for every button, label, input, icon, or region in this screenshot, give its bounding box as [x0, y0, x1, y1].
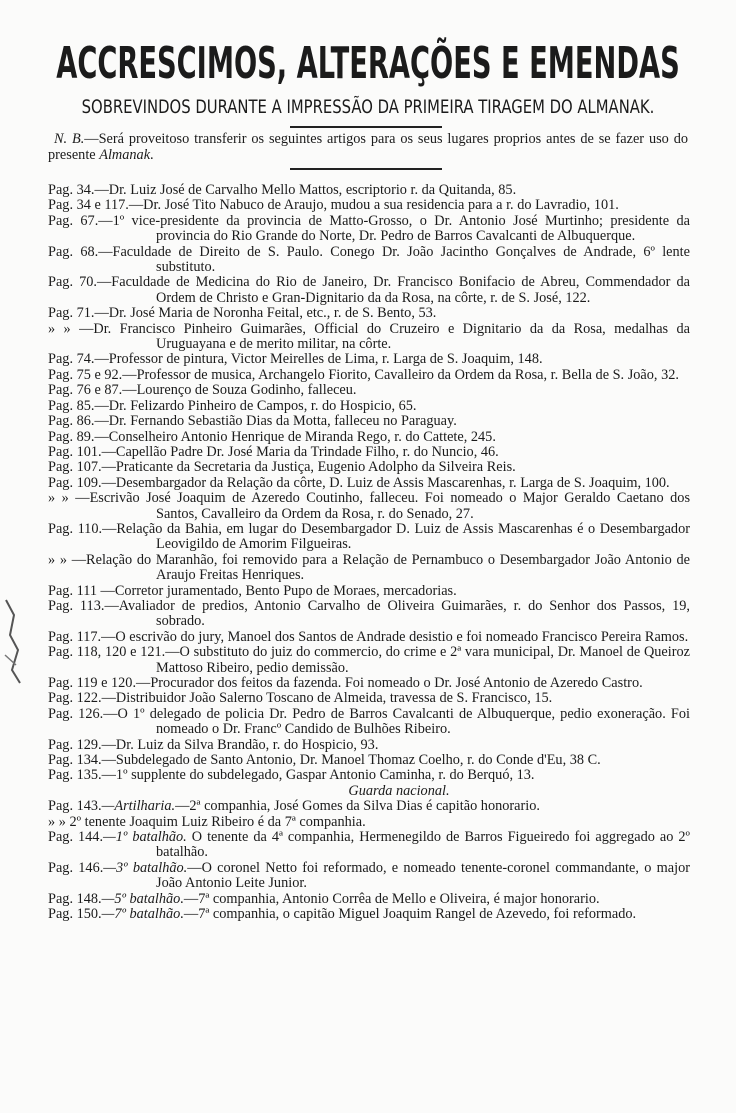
entry-section: —3º batalhão. [103, 859, 188, 876]
entry-item [48, 460, 690, 475]
entry-text: —Relação do Maranhão, foi removido para a Relação de Pernambuco o Desembargador João Antonio de Araujo Freitas Henriques. [67, 551, 690, 584]
entry-item [48, 707, 690, 738]
entry-text: —Dr. Luiz José de Carvalho Mello Mattos, escriptorio r. da Quitanda, 85. [94, 182, 517, 198]
entry-page-ref: Pag. 75 e 92. [48, 366, 123, 383]
entry-text: —Escrivão José Joaquim de Azeredo Coutinho, falleceu. Foi nomeado o Major Geraldo Caetano dos Santos, Cavalleiro da Ordem da Rosa, r. do Senado, 27. [68, 490, 691, 522]
entry-page-ref: Pag. 150. [48, 906, 102, 923]
entry-text: —Subdelegado de Santo Antonio, Dr. Manoel Thomaz Coelho, r. do Conde d'Eu, 38 C. [101, 752, 601, 769]
entry-text: —Dr. Francisco Pinheiro Guimarães, Official do Cruzeiro e Dignitario da da Rosa, medalhas da Uruguayana e de merito militar, na côrte. [70, 320, 690, 353]
entry-page-ref: Pag. 86. [48, 413, 95, 430]
entry-section: —Artilharia. [101, 798, 176, 815]
section-heading: Guarda nacional. [348, 782, 450, 799]
note-italic: Almanak [99, 146, 151, 163]
entry-text: —Dr. Luiz da Silva Brandão, r. do Hospicio, 93. [101, 736, 379, 753]
entry-text: —Lourenço de Souza Godinho, falleceu. [122, 382, 357, 399]
entry-page-ref: Pag. 118, 120 e 121. [48, 644, 166, 661]
entry-item [48, 691, 690, 706]
entry-page-ref: Pag. 70. [48, 274, 97, 291]
entry-page-ref: Pag. 34 e 117. [48, 197, 129, 214]
note-paragraph [48, 132, 688, 163]
entry-item [48, 861, 690, 892]
entry-page-ref: Pag. 101. [48, 443, 102, 460]
entry-item [48, 198, 690, 213]
entry-item [48, 183, 690, 198]
entry-item [48, 753, 690, 768]
entry-item [48, 553, 690, 584]
entry-text: —Professor de pintura, Victor Meirelles de Lima, r. Larga de S. Joaquim, 148. [94, 351, 543, 368]
note-end: . [150, 146, 154, 163]
entry-page-ref: Pag. 76 e 87. [48, 382, 123, 399]
entry-page-ref: Pag. 71. [48, 305, 95, 322]
entry-page-ref: Pag. 85. [48, 397, 95, 414]
entry-item [48, 476, 690, 491]
entry-item [48, 830, 690, 861]
entry-text: —O substituto do juiz do commercio, do crime e 2ª vara municipal, Dr. Manoel de Queiroz Mattoso Ribeiro, pedio demissão. [156, 644, 690, 676]
entry-item [48, 275, 690, 306]
entry-text: —7ª companhia, o capitão Miguel Joaquim Rangel de Azevedo, foi reformado. [183, 906, 637, 923]
entry-page-ref: Pag. 117. [48, 628, 102, 645]
entry-page-ref: » » [48, 813, 66, 830]
entry-text: —Conselheiro Antonio Henrique de Miranda Rego, r. do Cattete, 245. [94, 428, 496, 445]
entry-text: —Distribuidor João Salerno Toscano de Almeida, travessa de S. Francisco, 15. [101, 690, 553, 707]
entry-page-ref: » » [48, 551, 68, 568]
entry-item [48, 383, 690, 398]
entry-item [48, 430, 690, 445]
entry-item [48, 768, 690, 783]
entry-text: —Desembargador da Relação da côrte, D. Luiz de Assis Mascarenhas, r. Larga de S. Joaquim, 100. [101, 474, 670, 491]
note-label: N. B. [54, 131, 85, 147]
entry-page-ref: Pag. 119 e 120. [48, 675, 137, 691]
entry-page-ref: » » [48, 490, 69, 507]
entry-page-ref: Pag. 122. [48, 690, 102, 707]
entry-item [48, 676, 690, 691]
note-text: —Será proveitoso transferir os seguintes artigos para os seus lugares proprios antes de se fazer uso do presente [48, 131, 688, 163]
entry-section: —5º batalhão. [101, 890, 184, 907]
entry-page-ref: Pag. 110. [48, 520, 103, 537]
entry-section: —1º batalhão. [103, 829, 187, 846]
entry-text: —Praticante da Secretaria da Justiça, Eugenio Adolpho da Silveira Reis. [101, 459, 516, 476]
entry-item [48, 414, 690, 429]
entry-text: —Dr. José Tito Nabuco de Araujo, mudou a sua residencia para a r. do Lavradio, 101. [128, 197, 619, 214]
entry-item [48, 214, 690, 245]
entry-item [48, 368, 690, 383]
entry-text: 2º tenente Joaquim Luiz Ribeiro é da 7ª companhia. [65, 813, 366, 830]
entry-page-ref: Pag. 134. [48, 752, 102, 769]
entry-item [48, 599, 690, 630]
entry-page-ref: Pag. 109. [48, 474, 102, 491]
divider-bottom [290, 168, 442, 170]
entry-text: —1º vice-presidente da provincia de Matto-Grosso, o Dr. Antonio José Murtinho; presidente da provincia do Rio Grande do Norte, Dr. Pedro de Barros Cavalcanti de Albuquerque. [98, 212, 690, 245]
entry-item [48, 799, 690, 814]
entry-page-ref: Pag. 126. [48, 705, 104, 722]
entry-item [48, 445, 690, 460]
entry-page-ref: Pag. 107. [48, 459, 102, 476]
entry-section: —7º batalhão. [101, 906, 184, 923]
entry-item [48, 892, 690, 907]
entry-item [48, 245, 690, 276]
entry-page-ref: Pag. 148. [48, 890, 102, 907]
entry-page-ref: Pag. 68. [48, 243, 99, 260]
entry-page-ref: Pag. 113. [48, 597, 105, 614]
divider-top [290, 126, 442, 128]
entry-page-ref: Pag. 146. [48, 859, 104, 876]
entry-text: —2ª companhia, José Gomes da Silva Dias é capitão honorario. [175, 798, 540, 815]
entry-page-ref: Pag. 129. [48, 736, 102, 753]
entry-item [48, 645, 690, 676]
entry-page-ref: Pag. 111 [48, 582, 97, 599]
entry-text: —O 1º delegado de policia Dr. Pedro de Barros Cavalcanti de Albuquerque, pedio exoneração. Foi nomeado o Dr. Francº Candido de Bulhões Ribeiro. [103, 705, 690, 738]
entry-text: —Corretor juramentado, Bento Pupo de Moraes, mercadorias. [96, 582, 457, 599]
entries-list [48, 183, 690, 923]
entry-text: —Relação da Bahia, em lugar do Desembargador D. Luiz de Assis Mascarenhas é o Desembargador Leovigildo de Amorim Filgueiras. [102, 520, 690, 553]
entry-text: —Dr. José Maria de Noronha Feital, etc., r. de S. Bento, 53. [94, 305, 437, 322]
entry-page-ref: Pag. 144. [48, 829, 104, 846]
entry-page-ref: Pag. 34. [48, 182, 95, 198]
entry-text: —Faculdade de Medicina do Rio de Janeiro, Dr. Francisco Bonifacio de Abreu, Commendador da Ordem de Christo e Gran-Dignitario da da Rosa, na côrte, r. de S. José, 122. [96, 274, 691, 306]
entry-text: —Dr. Fernando Sebastião Dias da Motta, falleceu no Paraguay. [94, 413, 457, 430]
entry-page-ref: Pag. 135. [48, 767, 102, 784]
entry-item [48, 584, 690, 599]
entry-text: —O escrivão do jury, Manoel dos Santos de Andrade desistio e foi nomeado Francisco Pereira Ramos. [101, 628, 689, 645]
entry-text: —O coronel Netto foi reformado, e nomeado tenente-coronel commandante, o major João Antonio Leite Junior. [156, 859, 690, 892]
entry-item [48, 399, 690, 414]
entry-item [48, 491, 690, 522]
entry-page-ref: Pag. 74. [48, 351, 95, 368]
entry-page-ref: Pag. 67. [48, 212, 99, 229]
entry-text: —Dr. Felizardo Pinheiro de Campos, r. do Hospicio, 65. [94, 397, 417, 414]
entry-item [48, 322, 690, 353]
entry-text: —Faculdade de Direito de S. Paulo. Conego Dr. João Jacintho Gonçalves de Andrade, 6º lente substituto. [98, 243, 690, 276]
margin-scribble-mark [2, 595, 24, 685]
entry-text: —Avaliador de predios, Antonio Carvalho de Oliveira Guimarães, r. do Senhor dos Passos, 19, sobrado. [104, 597, 690, 630]
entry-page-ref: Pag. 143. [48, 798, 102, 815]
entry-item [48, 907, 690, 922]
entry-text: —1º supplente do subdelegado, Gaspar Antonio Caminha, r. do Berquó, 13. [101, 767, 535, 784]
entry-text: —Procurador dos feitos da fazenda. Foi nomeado o Dr. José Antonio de Azeredo Castro. [136, 675, 643, 691]
entry-item [48, 306, 690, 321]
page-title: ACCRESCIMOS, ALTERAÇÕES E EMENDAS [56, 38, 680, 89]
entry-item [48, 630, 690, 645]
entry-page-ref: » » [48, 320, 71, 337]
entry-item [48, 522, 690, 553]
entry-text: —7ª companhia, Antonio Corrêa de Mello e Oliveira, é major honorario. [183, 890, 600, 907]
entry-page-ref: Pag. 89. [48, 428, 95, 445]
page-subtitle: SOBREVINDOS DURANTE A IMPRESSÃO DA PRIMEIRA TIRAGEM DO ALMANAK. [81, 96, 655, 118]
entry-text: —Capellão Padre Dr. José Maria da Trindade Filho, r. do Nuncio, 46. [101, 443, 499, 460]
entry-item [48, 738, 690, 753]
entry-item [48, 352, 690, 367]
entry-text: O tenente da 4ª companhia, Hermenegildo de Barros Figueiredo foi aggregado ao 2º batalhão. [156, 829, 690, 861]
entry-item [48, 815, 690, 830]
entry-text: —Professor de musica, Archangelo Fiorito, Cavalleiro da Ordem da Rosa, r. Bella de S. João, 32. [122, 366, 679, 383]
